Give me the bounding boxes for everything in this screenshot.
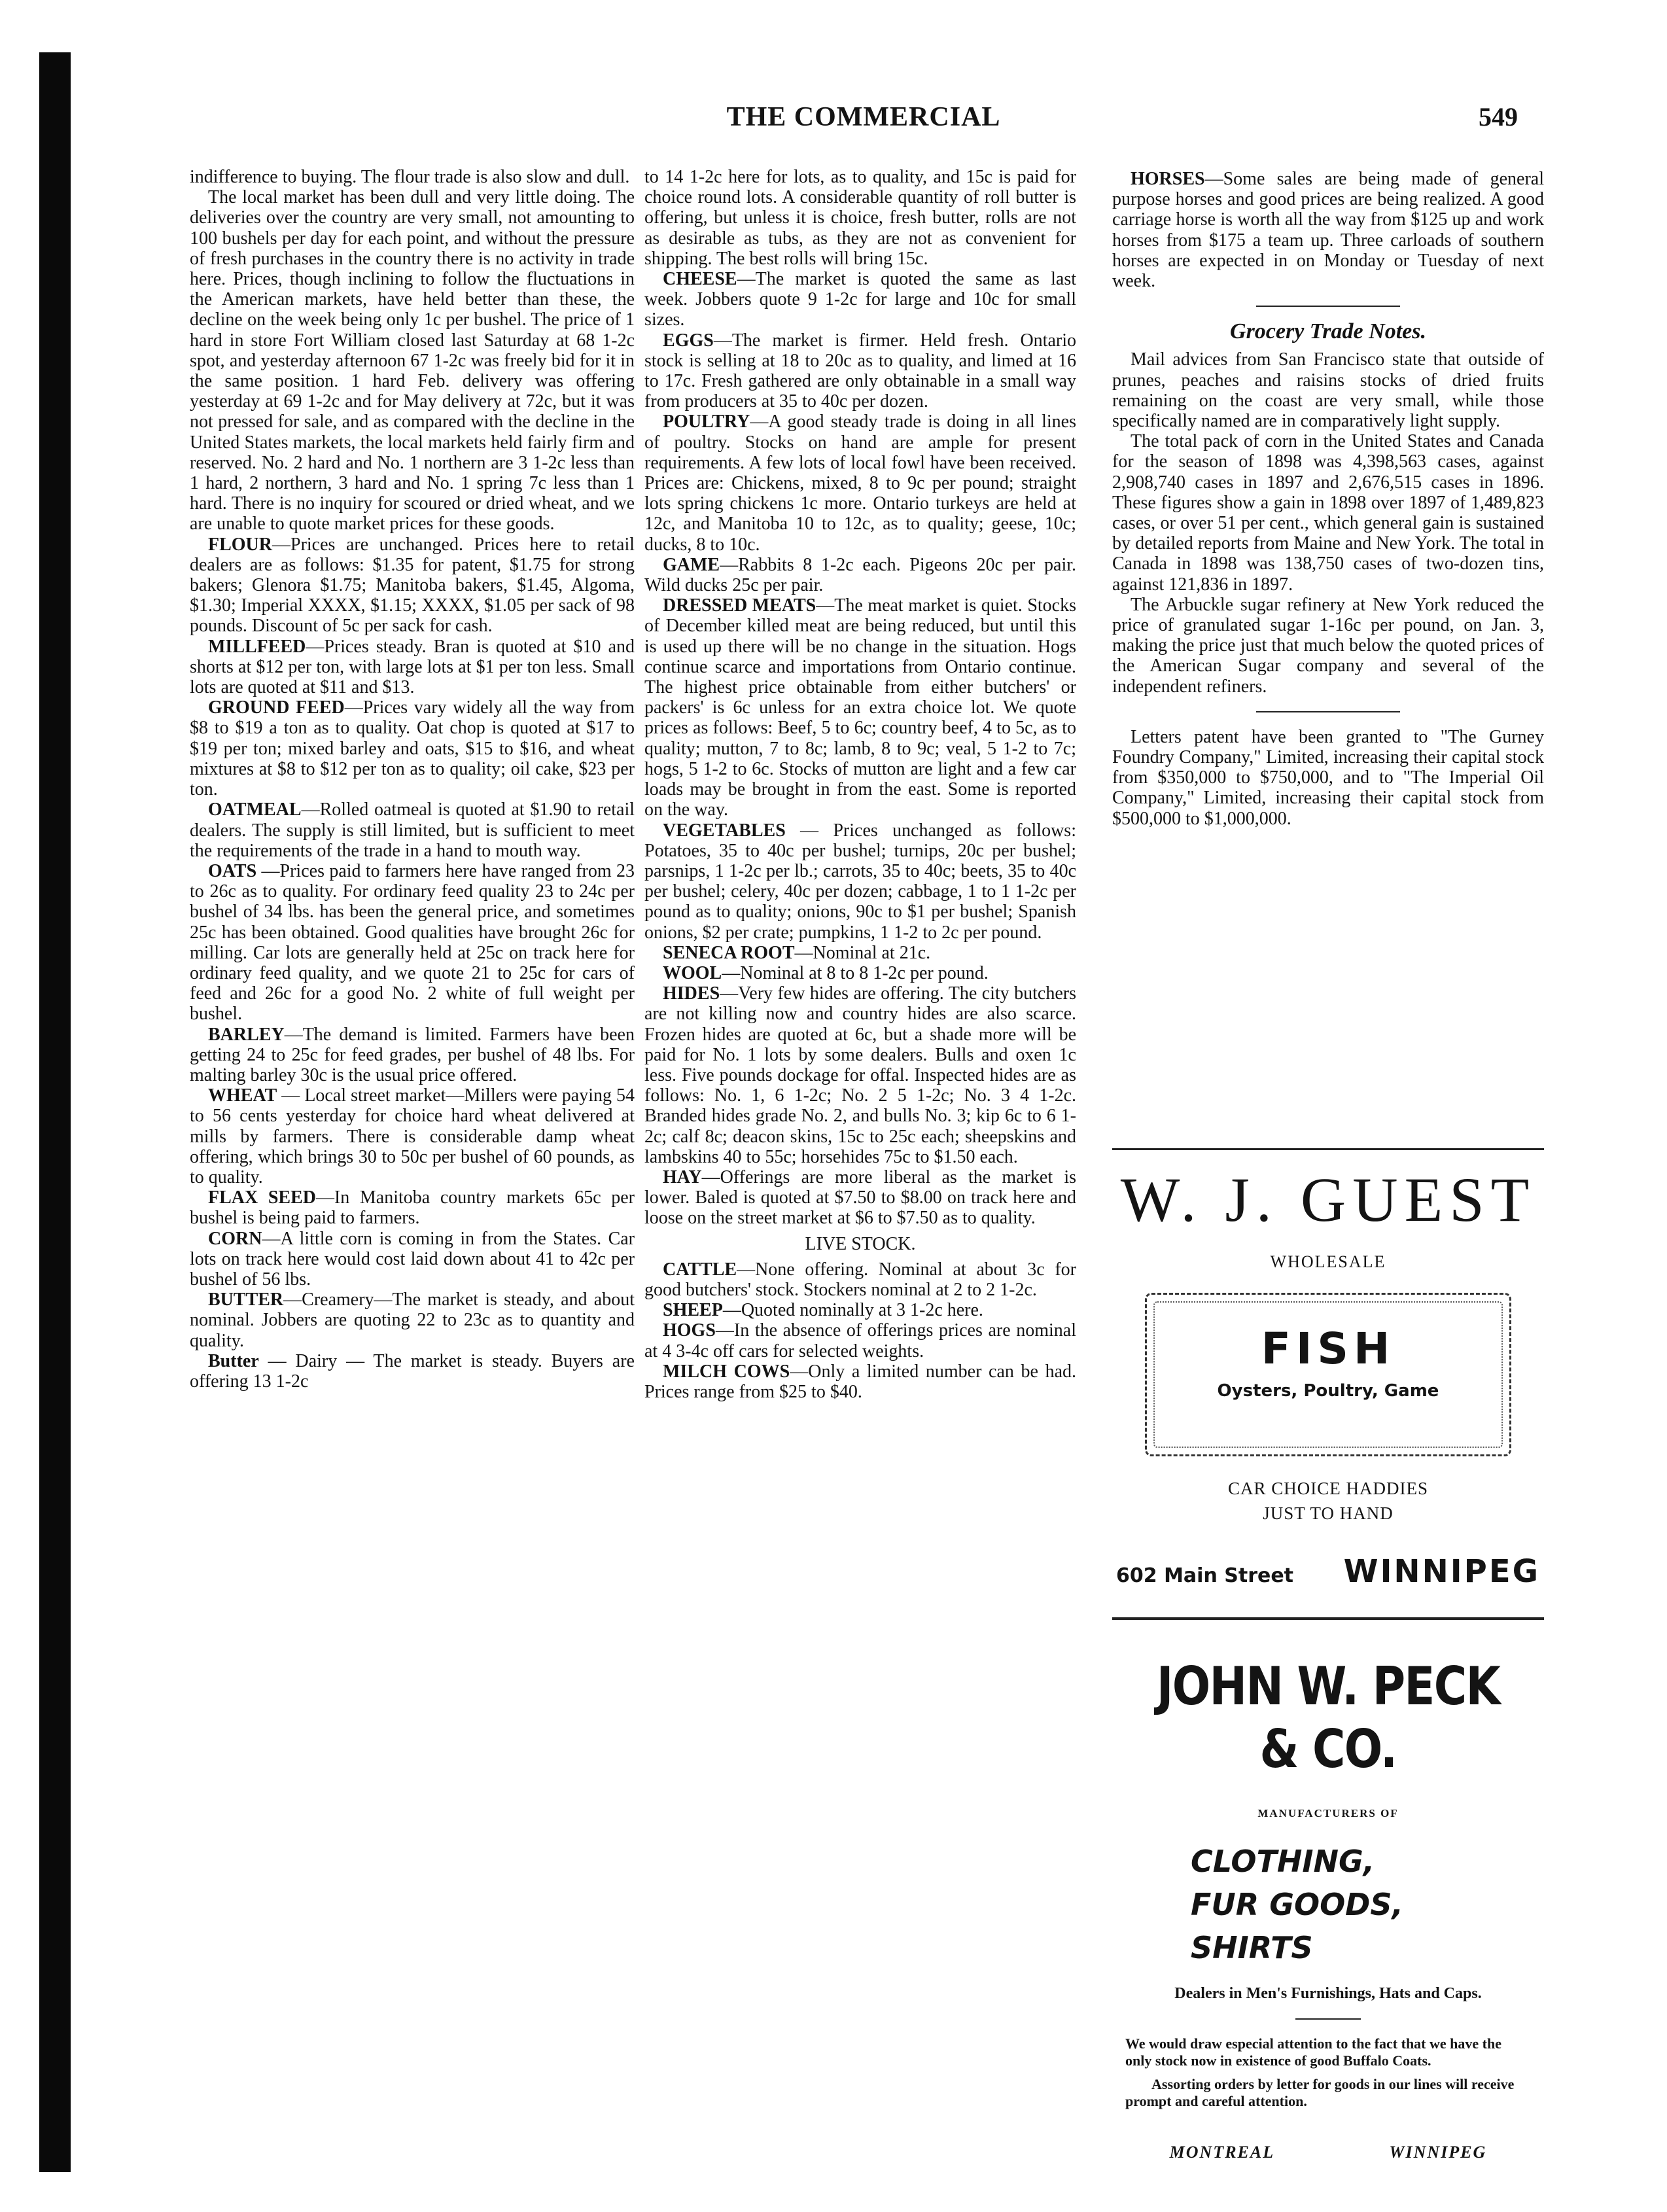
guest-city: WINNIPEG (1343, 1553, 1540, 1590)
column-1 (190, 167, 635, 1392)
peck-manufacturers-label: MANUFACTURERS OF (1257, 1807, 1399, 1819)
paragraph-text: —In Manitoba country markets 65c per bushel is being paid to farmers. (190, 1187, 635, 1229)
paragraph-text: The local market has been dull and very little doing. The deliveries over the country are very small, not amounting to 100 bushels per day for each point, and without the pressure of fresh purchases in the country there is no activity in trade here. Prices, though inclining to follow the fluctuations in the American markets, have held better than these, the decline on the week being only 1c per bushel. The price of 1 hard in store Fort William closed last Saturday at 68 1-2c spot, and yesterday afternoon 67 1-2c was freely bid for it in the same position. 1 hard Feb. delivery was offering yesterday at 69 1-2c and for May delivery at 72c, but it was not pressed for sale, and as compared with the decline in the United States markets, the local markets held fairly firm and reserved. No. 2 hard and No. 1 northern are 3 1-2c less than 1 hard, 2 northern, 3 hard and No. 1 spring 7c less than 1 hard. There is no inquiry for scoured or dried wheat, and we are unable to quote market prices for these goods. (190, 187, 635, 535)
paragraph-text: —Prices paid to farmers here have ranged from 23 to 26c as to quality. For ordinary feed quality 23 to 24c per bushel of 34 lbs. has been the general price, and sometimes 25c has been obtained. Good qualities have brought 26c for milling. Car lots are generally held at 25c on track here for ordinary feed quality, and we quote 21 to 25c for cars of feed and 26c for a good No. 2 white of full weight per bushel. (190, 860, 635, 1025)
paragraph-text: —In the absence of offerings prices are nominal at 4 3-4c off cars for selected weights. (644, 1320, 1076, 1361)
grocery-notes (1112, 349, 1544, 696)
paragraph (190, 697, 635, 799)
paragraph-text: — Local street market—Millers were paying 54 to 56 cents yesterday for choice hard wheat delivered at mills by farmers. There is considerable damp wheat offering, which brings 30 to 50c per bushel of 60 pounds, as to quality. (190, 1085, 635, 1187)
guest-company-name: W. J. GUEST (1120, 1165, 1536, 1235)
market-heading: CATTLE (663, 1259, 737, 1280)
paragraph (644, 963, 1076, 983)
paragraph (1112, 349, 1544, 431)
paragraph (644, 943, 1076, 963)
market-heading: GAME (663, 554, 720, 575)
paragraph-text: —A little corn is coming in from the States. Car lots on track here would cost laid down about 41 to 42c per bushel of 56 lbs. (190, 1228, 635, 1290)
paragraph-text: —Creamery—The market is steady, and about nominal. Jobbers are quoting 22 to 23c as to quantity and quality. (190, 1290, 635, 1351)
market-heading: MILCH COWS (663, 1361, 790, 1382)
paragraph-text: —The market is quoted the same as last week. Jobbers quote 9 1-2c for large and 10c for small sizes. (644, 269, 1076, 330)
paragraph (644, 412, 1076, 554)
section-divider (1256, 306, 1400, 307)
paragraph-text: —Offerings are more liberal as the market is lower. Baled is quoted at $7.50 to $8.00 on track here and loose on the street market at $6 to $7.50 as to quality. (644, 1167, 1076, 1229)
market-heading: HOGS (663, 1320, 716, 1341)
paragraph-text: Mail advices from San Francisco state that outside of prunes, peaches and raisins stocks of dried fruits remaining on the coast are very small, while those specifically named are in comparatively light supply. (1112, 349, 1544, 432)
paragraph (190, 637, 635, 698)
paragraph-text: — Prices unchanged as follows: Potatoes, 35 to 40c per bushel; turnips, 20c per bushel; parsnips, 1 1-2c per lb.; carrots, 35 to 40c; beets, 35 to 40c per bushel; celery, 40c per dozen; cabbage, 1 to 1 1-2c per pound as to quality; onions, 90c to $1 per bushel; Spanish onions, $2 per crate; pumpkins, 1 1-2 to 2c per pound. (644, 820, 1076, 943)
paragraph-text: LIVE STOCK. (805, 1233, 916, 1254)
paragraph (190, 1025, 635, 1086)
market-heading: HORSES (1131, 169, 1205, 189)
guest-wholesale-label: WHOLESALE (1270, 1252, 1386, 1271)
paragraph-text: The Arbuckle sugar refinery at New York reduced the price of granulated sugar 1-16c per pound, on Jan. 3, making the price just that much below the quoted prices of the American Sugar company and several of the independent refiners. (1112, 594, 1544, 697)
peck-cities (1112, 2143, 1544, 2162)
market-heading: BUTTER (208, 1290, 284, 1310)
paragraph (1112, 595, 1544, 697)
paragraph-text: — Dairy — The market is steady. Buyers are offering 13 1-2c (190, 1350, 635, 1392)
paragraph-text: —A good steady trade is doing in all lines of poultry. Stocks on hand are ample for present requirements. A few lots of local fowl have been received. Prices are: Chickens, mixed, 8 to 9c per pound; straight lots spring chickens 1c more. Ontario turkeys are held at 12c, and Manitoba 10 to 12c, as to quality; geese, 10c; ducks, 8 to 10c. (644, 412, 1076, 555)
paragraph-text: —Very few hides are offering. The city butchers are not killing now and country hides are also scarce. Frozen hides are quoted at 6c, but a shade more will be paid for No. 1 lots by some dealers. Bulls and oxen 1c less. Five pounds dockage for offal. Inspected hides are as follows: No. 1, 6 1-2c; No. 2 5 1-2c; No. 3 4 1-2c. Branded hides grade No. 2, and bulls No. 3; kip 6c to 6 1-2c; calf 8c; deacon skins, 15c to 25c each; sheepskins and lambskins 40 to 55c; horsehides 75c to $1.50 each. (644, 983, 1076, 1167)
paragraph-text: to 14 1-2c here for lots, as to quality, and 15c is paid for choice round lots. A considerable quantity of roll butter is offering, but unless it is choice, fresh butter, rolls are not as desirable as tubs, as they are not as convenient for shipping. The best rolls will bring 15c. (644, 167, 1076, 269)
guest-advertisement (1112, 1148, 1544, 1620)
market-heading: FLAX SEED (208, 1187, 316, 1208)
paragraph (644, 269, 1076, 330)
paragraph-text: —Nominal at 21c. (794, 942, 931, 963)
market-heading: SHEEP (663, 1300, 723, 1321)
column-2 (644, 167, 1076, 1402)
market-heading: CORN (208, 1228, 262, 1249)
paragraph (644, 555, 1076, 595)
market-heading: SENECA ROOT (663, 942, 795, 963)
peck-notice-1: We would draw especial attention to the fact that we have the only stock now in existence of good Buffalo Coats. (1125, 2035, 1501, 2069)
paragraph-text: —None offering. Nominal at about 3c for good butchers' stock. Stockers nominal at 2 to 2 1-2c. (644, 1259, 1076, 1300)
paragraph (190, 187, 635, 534)
paragraph (644, 330, 1076, 412)
paragraph (190, 799, 635, 861)
paragraph (644, 1234, 1076, 1254)
paragraph-text: —Prices steady. Bran is quoted at $10 and shorts at $12 per ton, with large lots at $1 per ton less. Small lots are quoted at $11 and $13. (190, 636, 635, 698)
haddies-notice (1112, 1476, 1544, 1526)
paragraph (644, 1300, 1076, 1320)
market-heading: OATMEAL (208, 799, 302, 820)
guest-address (1112, 1553, 1544, 1590)
guest-street: 602 Main Street (1116, 1564, 1294, 1587)
haddies-line-1: CAR CHOICE HADDIES (1227, 1479, 1428, 1498)
paragraph (190, 1085, 635, 1187)
paragraph (644, 1320, 1076, 1361)
market-heading: WHEAT (208, 1085, 277, 1106)
fish-heading: FISH (1261, 1324, 1395, 1374)
paragraph (644, 595, 1076, 820)
paragraph (190, 1290, 635, 1351)
market-heading: GROUND FEED (208, 697, 345, 718)
paragraph (190, 1187, 635, 1228)
peck-dealers-line: Dealers in Men's Furnishings, Hats and Caps. (1174, 1985, 1482, 2002)
paragraph-text: —The meat market is quiet. Stocks of December killed meat are being reduced, but until this is used up there will be no change in the situation. Hogs continue scarce and importations from Ontario continue. The highest price obtainable from either butchers' or packers' is 6c unless for an extra choice lot. We quote prices as follows: Beef, 5 to 6c; country beef, 4 to 5c, as to quality; mutton, 7 to 8c; lamb, 8 to 9c; veal, 5 1-2 to 7c; hogs, 5 1-2 to 6c. Stocks of mutton are light and a few car loads may be brought in from the east. Some is reported on the way. (644, 595, 1077, 820)
market-heading: Butter (208, 1350, 259, 1371)
letters-patent-notice: Letters patent have been granted to "The Gurney Foundry Company," Limited, increasing their capital stock from $350,000 to $750,000, and to "The Imperial Oil Company," Limited, increasing their capital stock from $500,000 to $1,000,000. (1112, 726, 1544, 829)
market-heading: MILLFEED (208, 636, 306, 657)
scan-edge-bar (39, 52, 71, 2172)
product-shirts: SHIRTS (1191, 1930, 1313, 1965)
haddies-line-2: JUST TO HAND (1263, 1503, 1394, 1523)
paragraph (644, 1167, 1076, 1229)
paragraph (190, 167, 635, 187)
market-heading: BARLEY (208, 1024, 285, 1045)
paragraph (644, 1259, 1076, 1300)
section-divider (1256, 711, 1400, 712)
peck-divider (1295, 2018, 1361, 2020)
peck-company-name: JOHN W. PECK & CO. (1156, 1656, 1500, 1780)
paragraph (190, 1229, 635, 1290)
paragraph (644, 820, 1076, 943)
paragraph-text: —Prices are unchanged. Prices here to retail dealers are as follows: $1.35 for patent, $1.75 for strong bakers; Glenora $1.75; Manitoba bakers, $1.45, Algoma, $1.30; Imperial XXXX, $1.15; XXXX, $1.05 per sack of 98 pounds. Discount of 5c per sack for cash. (190, 534, 635, 637)
market-heading: POULTRY (663, 412, 750, 432)
peck-city-winnipeg: WINNIPEG (1389, 2143, 1487, 2162)
paragraph (190, 1351, 635, 1392)
column-3 (1112, 169, 1544, 829)
peck-advertisement (1112, 1655, 1544, 2162)
paragraph-text: The total pack of corn in the United States and Canada for the season of 1898 was 4,398,563 cases, against 2,908,740 cases in 1897 and 2,676,515 cases in 1896. These figures show a gain in 1898 over 1897 of 1,489,823 cases, or over 51 per cent., which general gain is sustained by detailed reports from Maine and New York. The total in Canada in 1898 was 138,750 cases of two-dozen tins, against 121,836 in 1897. (1112, 431, 1544, 595)
paragraph-text: —Quoted nominally at 3 1-2c here. (722, 1300, 983, 1321)
paragraph (1112, 431, 1544, 595)
paragraph-text: —Rolled oatmeal is quoted at $1.90 to retail dealers. The supply is still limited, but is sufficient to meet the requirements of the trade in a hand to mouth way. (190, 799, 635, 861)
peck-city-montreal: MONTREAL (1169, 2143, 1275, 2162)
ad-divider (1112, 1617, 1544, 1620)
paragraph-text: —The demand is limited. Farmers have been getting 24 to 25c for feed grades, per bushel of 48 lbs. For malting barley 30c is the usual price offered. (190, 1024, 635, 1085)
paragraph (1112, 169, 1544, 291)
fish-ornament-frame (1145, 1293, 1511, 1456)
paragraph (644, 983, 1076, 1167)
grocery-notes-title: Grocery Trade Notes. (1230, 319, 1426, 344)
paragraph-text: —Nominal at 8 to 8 1-2c per pound. (722, 962, 989, 983)
paragraph (190, 535, 635, 637)
fish-subheading: Oysters, Poultry, Game (1217, 1381, 1439, 1401)
product-clothing: CLOTHING, (1191, 1844, 1375, 1879)
paragraph (190, 861, 635, 1025)
horses-section (1112, 169, 1544, 291)
market-heading: OATS (208, 860, 257, 881)
market-heading: VEGETABLES (663, 820, 786, 841)
peck-products (1191, 1840, 1544, 1969)
paragraph (644, 167, 1076, 269)
market-heading: HAY (663, 1167, 702, 1187)
paragraph-text: indifference to buying. The flour trade is also slow and dull. (190, 167, 630, 187)
market-heading: WOOL (663, 962, 722, 983)
peck-notice-2: Assorting orders by letter for goods in our lines will receive prompt and careful attention. (1125, 2076, 1515, 2109)
paragraph-text: —Prices vary widely all the way from $8 to $19 a ton as to quality. Oat chop is quoted at $17 to $19 per ton; mixed barley and oats, $15 to $16, and wheat mixtures at $8 to $12 per ton as to quality; oil cake, $23 per ton. (190, 697, 635, 800)
market-heading: CHEESE (663, 269, 737, 290)
ad-top-rule (1112, 1148, 1544, 1150)
market-heading: EGGS (663, 330, 714, 351)
paragraph-text: —Only a limited number can be had. Prices range from $25 to $40. (644, 1361, 1077, 1402)
paragraph-text: —The market is firmer. Held fresh. Ontario stock is selling at 18 to 20c as to quality, and limed at 16 to 17c. Fresh gathered are only obtainable in a small way from producers at 35 to 40c per dozen. (644, 330, 1076, 412)
market-heading: DRESSED MEATS (663, 595, 816, 616)
market-heading: HIDES (663, 983, 720, 1004)
page-header-title: THE COMMERCIAL (726, 102, 1001, 132)
paragraph-text: —Some sales are being made of general purpose horses and good prices are being realized. A good carriage horse is worth all the way from $125 up and work horses from $175 a team up. Three carloads of southern horses are expected in on Monday or Tuesday of next week. (1112, 169, 1544, 292)
product-fur-goods: FUR GOODS, (1191, 1887, 1403, 1922)
paragraph (644, 1361, 1076, 1402)
page-number: 549 (1479, 102, 1518, 132)
paragraph-text: —Rabbits 8 1-2c each. Pigeons 20c per pair. Wild ducks 25c per pair. (644, 554, 1076, 596)
market-heading: FLOUR (208, 534, 272, 555)
